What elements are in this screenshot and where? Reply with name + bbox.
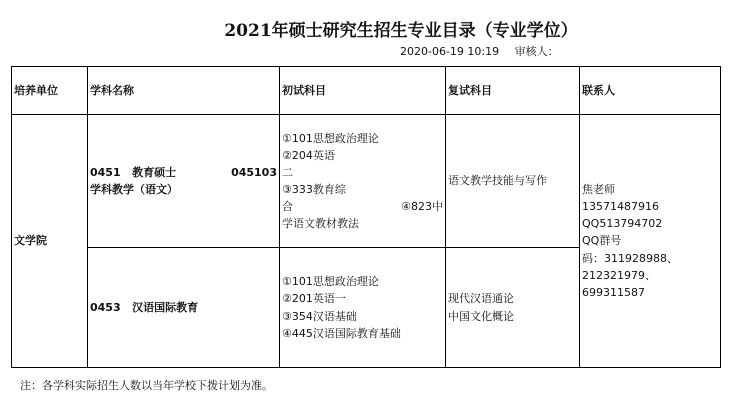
contact-line: QQ群号 bbox=[582, 234, 622, 248]
subject-name: 教育硕士 bbox=[132, 165, 177, 179]
exam-line: ②204英语 bbox=[282, 148, 335, 162]
contact-cell bbox=[580, 115, 721, 368]
subject-subname: 学科教学（语文） bbox=[90, 183, 178, 196]
subject-cell bbox=[88, 115, 280, 248]
contact-line: 212321979、 bbox=[582, 268, 656, 282]
contact-line: 699311587 bbox=[582, 285, 645, 299]
retest-cell bbox=[446, 248, 580, 368]
exam-line: 合 bbox=[282, 200, 293, 214]
contact-line: 焦老师 bbox=[582, 183, 615, 197]
header-unit: 培养单位 bbox=[12, 67, 88, 115]
table-row bbox=[12, 115, 721, 248]
retest-cell: 语文教学技能与写作 bbox=[446, 115, 580, 248]
exam-line: ①101思想政治理论 bbox=[282, 131, 379, 145]
unit-cell: 文学院 bbox=[12, 115, 88, 368]
header-contact: 联系人 bbox=[580, 67, 721, 115]
exam-line: ③354汉语基础 bbox=[282, 309, 357, 323]
header-subject: 学科名称 bbox=[88, 67, 280, 115]
subject-subcode: 045103 bbox=[231, 165, 277, 179]
subject-name: 汉语国际教育 bbox=[132, 300, 199, 314]
exam-line: ②201英语一 bbox=[282, 292, 346, 306]
exam-line: ④445汉语国际教育基础 bbox=[282, 326, 401, 340]
contact-line: 码：311928988、 bbox=[582, 251, 678, 265]
header-retest: 复试科目 bbox=[446, 67, 580, 115]
subject-code: 0453 bbox=[90, 300, 121, 314]
catalog-table bbox=[11, 66, 721, 368]
exam-line: ①101思想政治理论 bbox=[282, 275, 379, 289]
subject-cell bbox=[88, 248, 280, 368]
table-header-row bbox=[12, 67, 721, 115]
contact-line: QQ513794702 bbox=[582, 217, 663, 231]
subject-code: 0451 bbox=[90, 165, 121, 179]
contact-line: 13571487916 bbox=[582, 200, 659, 214]
page-title: 2021年硕士研究生招生专业目录（专业学位） bbox=[224, 21, 578, 41]
publish-date: 2020-06-19 10:19 bbox=[400, 45, 500, 58]
exam-cell bbox=[280, 115, 446, 248]
meta-line bbox=[400, 43, 559, 59]
exam-line: ③333教育综 bbox=[282, 183, 346, 196]
retest-line: 现代汉语通论 bbox=[448, 292, 514, 306]
exam-line: 学语文教材教法 bbox=[282, 217, 359, 231]
exam-line: ④823中 bbox=[401, 200, 443, 214]
footnote: 注：各学科实际招生人数以当年学校下拨计划为准。 bbox=[20, 379, 273, 392]
exam-cell bbox=[280, 248, 446, 368]
reviewer-label: 审核人： bbox=[514, 45, 559, 58]
exam-line: 二 bbox=[282, 165, 293, 179]
header-exam: 初试科目 bbox=[280, 67, 446, 115]
retest-line: 中国文化概论 bbox=[448, 309, 514, 323]
